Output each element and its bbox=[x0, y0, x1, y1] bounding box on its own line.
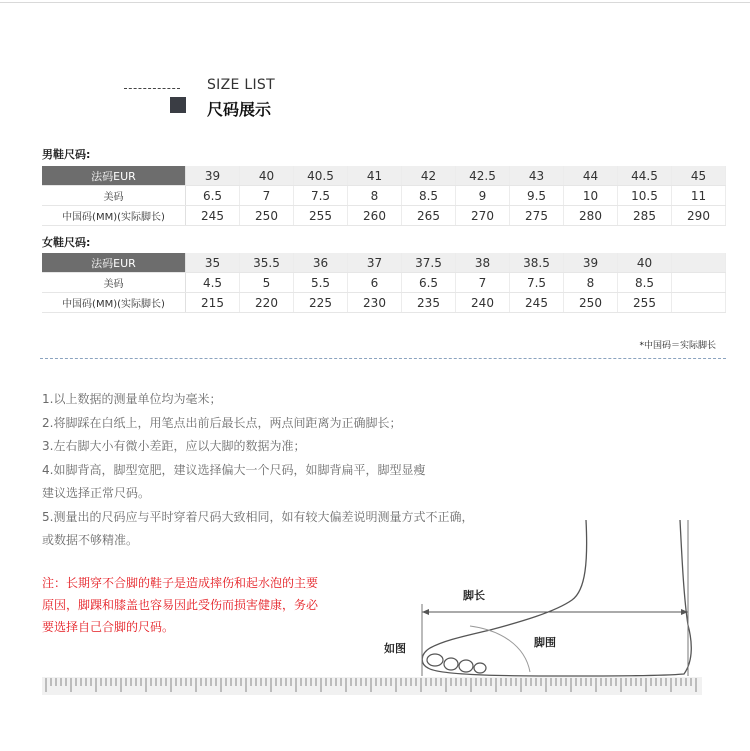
size-row-label: 美码 bbox=[42, 273, 186, 293]
size-cell: 230 bbox=[348, 293, 402, 313]
size-cell: 40.5 bbox=[294, 166, 348, 186]
size-cell: 44.5 bbox=[618, 166, 672, 186]
size-cell: 8 bbox=[564, 273, 618, 293]
size-cell: 40 bbox=[240, 166, 294, 186]
size-cell: 255 bbox=[294, 206, 348, 226]
header-title-cn: 尺码展示 bbox=[207, 100, 272, 119]
size-cell: 5.5 bbox=[294, 273, 348, 293]
size-cell: 42 bbox=[402, 166, 456, 186]
men-size-label: 男鞋尺码: bbox=[42, 148, 91, 161]
size-cell: 43 bbox=[510, 166, 564, 186]
size-cell: 11 bbox=[672, 186, 726, 206]
example-label: 如图 bbox=[384, 642, 406, 655]
size-row-label: 法码EUR bbox=[42, 253, 186, 273]
size-cell: 8.5 bbox=[402, 186, 456, 206]
size-cell: 7 bbox=[240, 186, 294, 206]
size-cell: 215 bbox=[186, 293, 240, 313]
size-cell: 9.5 bbox=[510, 186, 564, 206]
size-cell: 290 bbox=[672, 206, 726, 226]
size-cell: 44 bbox=[564, 166, 618, 186]
header-title-en: SIZE LIST bbox=[207, 77, 275, 93]
size-cell: 6.5 bbox=[402, 273, 456, 293]
size-note: *中国码＝实际脚长 bbox=[639, 341, 716, 351]
size-cell: 8 bbox=[348, 186, 402, 206]
size-cell: 245 bbox=[186, 206, 240, 226]
women-size-label: 女鞋尺码: bbox=[42, 236, 91, 249]
tip-line: 3.左右脚大小有微小差距，应以大脚的数据为准； bbox=[42, 439, 306, 453]
toe-2 bbox=[444, 658, 458, 670]
size-cell: 265 bbox=[402, 206, 456, 226]
toe-1 bbox=[427, 654, 443, 666]
tip-line: 5.测量出的尺码应与平时穿着尺码大致相同，如有较大偏差说明测量方式不正确， bbox=[42, 509, 474, 524]
size-row-label: 中国码(MM)(实际脚长) bbox=[42, 293, 186, 313]
toe-3 bbox=[459, 660, 473, 672]
size-cell: 250 bbox=[564, 293, 618, 313]
size-cell: 6 bbox=[348, 273, 402, 293]
tip-line: 建议选择正常尺码。 bbox=[42, 486, 151, 500]
size-cell: 240 bbox=[456, 293, 510, 313]
size-cell: 260 bbox=[348, 206, 402, 226]
size-cell: 4.5 bbox=[186, 273, 240, 293]
size-row-label: 法码EUR bbox=[42, 166, 186, 186]
warning-line: 注：长期穿不合脚的鞋子是造成摔伤和起水泡的主要 bbox=[42, 576, 319, 590]
size-cell: 5 bbox=[240, 273, 294, 293]
size-cell: 245 bbox=[510, 293, 564, 313]
size-cell: 7.5 bbox=[294, 186, 348, 206]
size-cell: 10.5 bbox=[618, 186, 672, 206]
size-cell: 45 bbox=[672, 166, 726, 186]
size-cell: 41 bbox=[348, 166, 402, 186]
size-cell: 42.5 bbox=[456, 166, 510, 186]
size-cell: 250 bbox=[240, 206, 294, 226]
size-cell: 38.5 bbox=[510, 253, 564, 273]
size-cell: 255 bbox=[618, 293, 672, 313]
size-cell: 37 bbox=[348, 253, 402, 273]
size-cell: 39 bbox=[186, 166, 240, 186]
size-cell: 280 bbox=[564, 206, 618, 226]
foot-length-label: 脚长 bbox=[463, 589, 485, 602]
size-cell: 36 bbox=[294, 253, 348, 273]
warning-line: 要选择自己合脚的尺码。 bbox=[42, 620, 175, 634]
size-cell: 7.5 bbox=[510, 273, 564, 293]
tip-line: 2.将脚踩在白纸上，用笔点出前后最长点，两点间距离为正确脚长； bbox=[42, 415, 402, 430]
tip-line: 或数据不够精准。 bbox=[42, 533, 139, 547]
size-cell: 220 bbox=[240, 293, 294, 313]
foot-girth-label: 脚围 bbox=[534, 636, 556, 649]
size-cell: 35.5 bbox=[240, 253, 294, 273]
size-cell: 10 bbox=[564, 186, 618, 206]
toe-4 bbox=[474, 663, 486, 673]
size-cell: 7 bbox=[456, 273, 510, 293]
size-cell: 270 bbox=[456, 206, 510, 226]
tip-line: 4.如脚背高，脚型宽肥，建议选择偏大一个尺码，如脚背扁平，脚型显瘦 bbox=[42, 462, 426, 477]
size-row-label: 中国码(MM)(实际脚长) bbox=[42, 206, 186, 226]
size-cell: 9 bbox=[456, 186, 510, 206]
size-cell: 235 bbox=[402, 293, 456, 313]
tip-line: 1.以上数据的测量单位均为毫米； bbox=[42, 392, 222, 406]
size-cell: 38 bbox=[456, 253, 510, 273]
size-cell: 275 bbox=[510, 206, 564, 226]
size-cell: 8.5 bbox=[618, 273, 672, 293]
size-cell: 35 bbox=[186, 253, 240, 273]
size-cell: 39 bbox=[564, 253, 618, 273]
warning-line: 原因，脚踝和膝盖也容易因此受伤而损害健康，务必 bbox=[42, 598, 319, 612]
size-cell: 6.5 bbox=[186, 186, 240, 206]
size-cell: 37.5 bbox=[402, 253, 456, 273]
size-cell: 40 bbox=[618, 253, 672, 273]
size-row-label: 美码 bbox=[42, 186, 186, 206]
size-cell: 285 bbox=[618, 206, 672, 226]
size-cell: 225 bbox=[294, 293, 348, 313]
